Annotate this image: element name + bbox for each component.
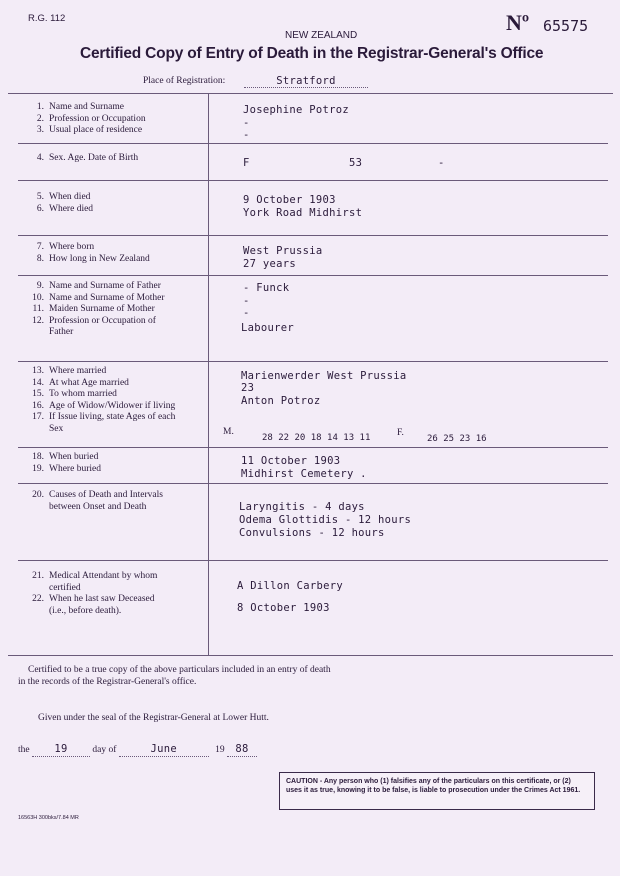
burial-place-value: Midhirst Cemetery . xyxy=(241,468,367,480)
place-value: Stratford xyxy=(244,75,368,88)
years-in-nz-value: 27 years xyxy=(243,258,296,270)
cause-of-death-2: Odema Glottidis - 12 hours xyxy=(239,514,412,526)
row-divider xyxy=(18,235,608,236)
row-divider xyxy=(18,361,608,362)
row-divider xyxy=(18,483,608,484)
male-issue-label: M. xyxy=(223,427,234,437)
row-2-labels: 4. Sex. Age. Date of Birth xyxy=(36,153,139,163)
last-seen-date-value: 8 October 1903 xyxy=(237,602,330,614)
row-4-labels: 7. Where born 8. How long in New Zealand xyxy=(36,242,150,264)
residence-value: - xyxy=(243,129,250,141)
age-value: 53 xyxy=(349,157,363,169)
cause-of-death-3: Convulsions - 12 hours xyxy=(239,527,385,539)
row-6-labels: 13. Where married 14. At what Age married 15. To whom married 16. Age of Widow/Widower if living 17. If Issue living, state Ages of each Sex xyxy=(32,366,176,434)
number-label: Nº xyxy=(506,10,530,35)
cause-of-death-1: Laryngitis - 4 days xyxy=(239,501,365,513)
marriage-age-value: 23 xyxy=(241,382,255,394)
name-value: Josephine Potroz xyxy=(243,104,349,116)
date-line xyxy=(18,744,257,757)
year-value: 88 xyxy=(227,744,257,757)
certification-statement xyxy=(18,664,331,688)
certificate-number: 65575 xyxy=(543,17,589,35)
month-value: June xyxy=(119,744,209,757)
mother-value: - xyxy=(243,295,250,307)
column-divider xyxy=(208,93,209,655)
occupation-value: - xyxy=(243,117,250,129)
row-1-labels: 1. Name and Surname 2. Profession or Occupation 3. Usual place of residence xyxy=(36,102,146,135)
the-label: the xyxy=(18,745,30,755)
row-8-labels: 20. Causes of Death and Intervals between Onset and Death xyxy=(32,490,163,512)
father-value: - Funck xyxy=(243,282,290,294)
marriage-place-value: Marienwerder West Prussia xyxy=(241,370,407,382)
day-value: 19 xyxy=(32,744,90,757)
female-issue-label: F. xyxy=(397,428,404,438)
spouse-value: Anton Potroz xyxy=(241,395,321,407)
certification-line-1: Certified to be a true copy of the above particulars included in an entry of death xyxy=(28,665,331,675)
certification-line-2: in the records of the Registrar-General's office. xyxy=(18,677,197,687)
row-divider xyxy=(18,560,608,561)
caution-notice: CAUTION - Any person who (1) falsifies any of the particulars on this certificate, or (2) uses it as true, knowing it to be false, is liable to prosecution under the Crimes Act 1961. xyxy=(279,772,595,810)
certificate-title: Certified Copy of Entry of Death in the Registrar-General's Office xyxy=(80,45,544,62)
row-divider xyxy=(18,447,608,448)
sex-value: F xyxy=(243,157,250,169)
row-9-labels: 21. Medical Attendant by whom certified 22. When he last saw Deceased (i.e., before death). xyxy=(32,571,158,616)
birthplace-value: West Prussia xyxy=(243,245,323,257)
row-5-labels: 9. Name and Surname of Father 10. Name and Surname of Mother 11. Maiden Surname of Mother 12. Profession or Occupation of Father xyxy=(32,281,165,337)
year-prefix: 19 xyxy=(215,745,225,755)
place-label: Place of Registration: xyxy=(143,76,226,86)
given-under-seal: Given under the seal of the Registrar-General at Lower Hutt. xyxy=(38,713,269,723)
print-code: 16563H 300bks/7.84 MR xyxy=(18,815,79,821)
medical-attendant-value: A Dillon Carbery xyxy=(237,580,343,592)
row-divider xyxy=(18,275,608,276)
birth-date-value: - xyxy=(438,157,445,169)
father-occupation-value: Labourer xyxy=(241,322,294,334)
female-issue-ages: 26 25 23 16 xyxy=(427,434,487,444)
country-heading: NEW ZEALAND xyxy=(285,30,358,41)
death-place-value: York Road Midhirst xyxy=(243,207,363,219)
form-code: R.G. 112 xyxy=(28,13,66,24)
day-of-label: day of xyxy=(92,745,117,755)
row-divider xyxy=(18,180,608,181)
row-divider xyxy=(18,143,608,144)
burial-date-value: 11 October 1903 xyxy=(241,455,341,467)
row-7-labels: 18. When buried 19. Where buried xyxy=(32,452,101,474)
table-bottom-rule xyxy=(8,655,613,656)
table-top-rule xyxy=(8,93,613,94)
male-issue-ages: 28 22 20 18 14 13 11 xyxy=(262,433,371,443)
mother-maiden-name-value: - xyxy=(243,307,250,319)
row-3-labels: 5. When died 6. Where died xyxy=(36,192,94,214)
death-date-value: 9 October 1903 xyxy=(243,194,336,206)
